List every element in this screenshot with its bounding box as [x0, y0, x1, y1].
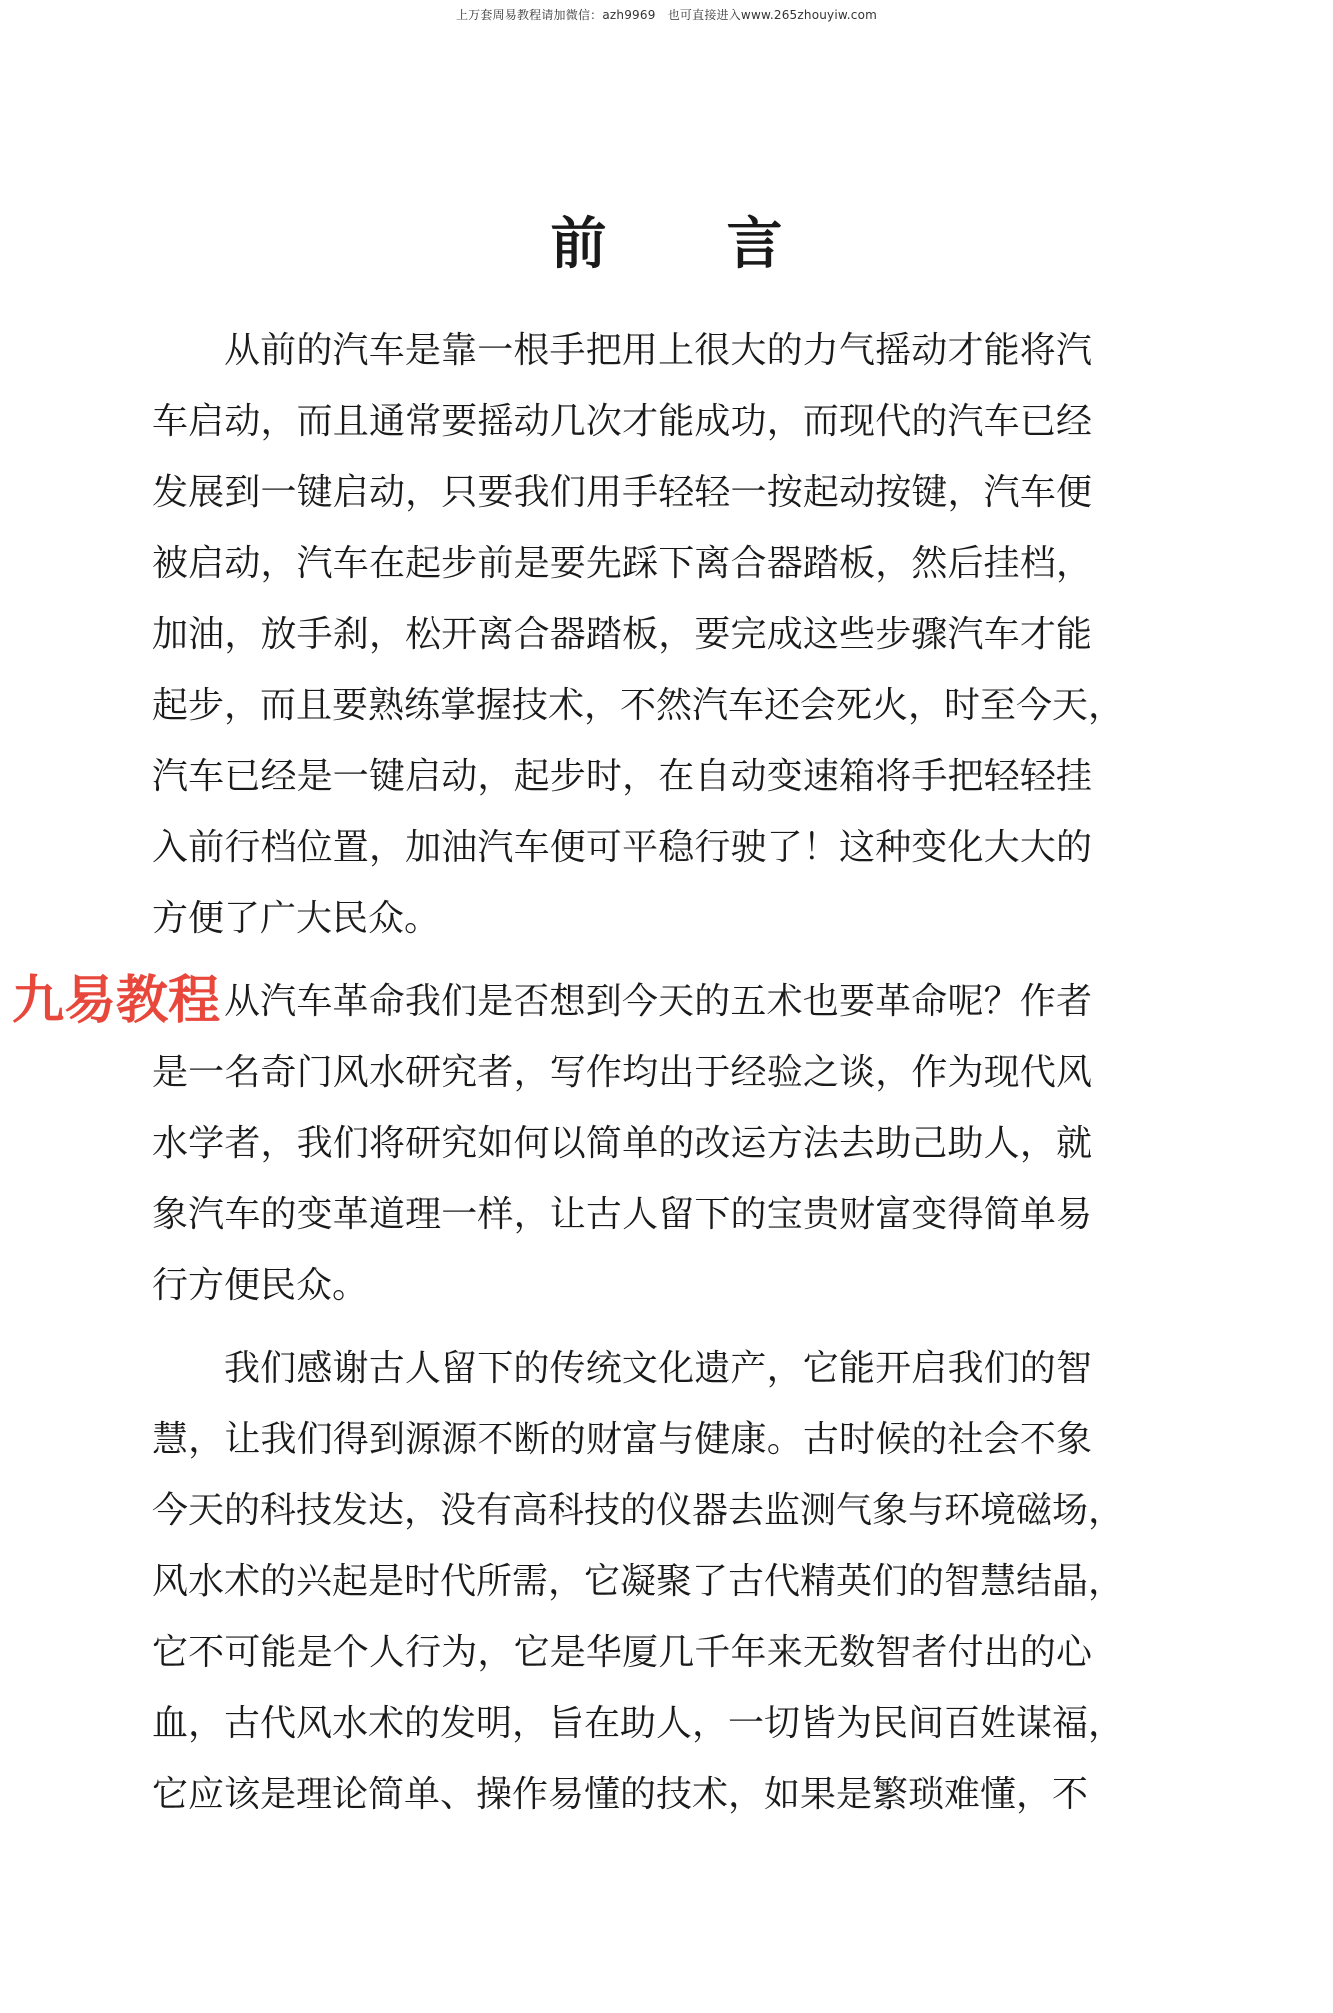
text-line: 行方便民众。	[152, 1265, 369, 1306]
text-line: 车启动，而且通常要摇动几次才能成功，而现代的汽车已经	[152, 401, 1092, 442]
text-line: 我们感谢古人留下的传统文化遗产，它能开启我们的智	[224, 1348, 1092, 1389]
text-line: 是一名奇门风水研究者，写作均出于经验之谈，作为现代风	[152, 1052, 1092, 1093]
text-line: 慧，让我们得到源源不断的财富与健康。古时候的社会不象	[152, 1419, 1092, 1460]
page-title-left-char: 前	[550, 212, 607, 277]
text-line: 水学者，我们将研究如何以简单的改运方法去助己助人，就	[152, 1123, 1092, 1164]
paragraph	[152, 1333, 1125, 1830]
text-line: 方便了广大民众。	[152, 898, 441, 939]
text-line: 发展到一键启动，只要我们用手轻轻一按起动按键，汽车便	[152, 472, 1092, 513]
header-promo-note: 上万套周易教程请加微信：azh9969 也可直接进入www.265zhouyiw.com	[455, 8, 878, 22]
text-line: 血，古代风水术的发明，旨在助人，一切皆为民间百姓谋福，	[152, 1703, 1125, 1744]
text-line: 加油，放手刹，松开离合器踏板，要完成这些步骤汽车才能	[152, 614, 1092, 655]
text-line: 起步，而且要熟练掌握技术，不然汽车还会死火，时至今天，	[152, 685, 1125, 726]
text-line: 它应该是理论简单、操作易懂的技术，如果是繁琐难懂，不	[152, 1774, 1089, 1815]
text-line: 汽车已经是一键启动，起步时，在自动变速箱将手把轻轻挂	[152, 756, 1092, 797]
paragraph	[152, 966, 1092, 1321]
text-line: 入前行档位置，加油汽车便可平稳行驶了！这种变化大大的	[152, 827, 1092, 868]
text-line: 被启动，汽车在起步前是要先踩下离合器踏板，然后挂档，	[152, 543, 1092, 584]
text-line: 从前的汽车是靠一根手把用上很大的力气摇动才能将汽	[224, 330, 1092, 371]
text-line: 象汽车的变革道理一样，让古人留下的宝贵财富变得简单易	[152, 1194, 1092, 1235]
text-line: 今天的科技发达，没有高科技的仪器去监测气象与环境磁场，	[152, 1490, 1125, 1531]
page-title	[0, 200, 1333, 280]
page-title-right-char: 言	[726, 212, 783, 277]
text-line: 从汽车革命我们是否想到今天的五术也要革命呢？作者	[224, 981, 1092, 1022]
text-line: 它不可能是个人行为，它是华厦几千年来无数智者付出的心	[152, 1632, 1092, 1673]
paragraph	[152, 315, 1125, 954]
watermark-logo: 九易教程	[12, 968, 224, 1034]
preface-body	[152, 315, 1125, 1842]
text-line: 风水术的兴起是时代所需，它凝聚了古代精英们的智慧结晶，	[152, 1561, 1125, 1602]
